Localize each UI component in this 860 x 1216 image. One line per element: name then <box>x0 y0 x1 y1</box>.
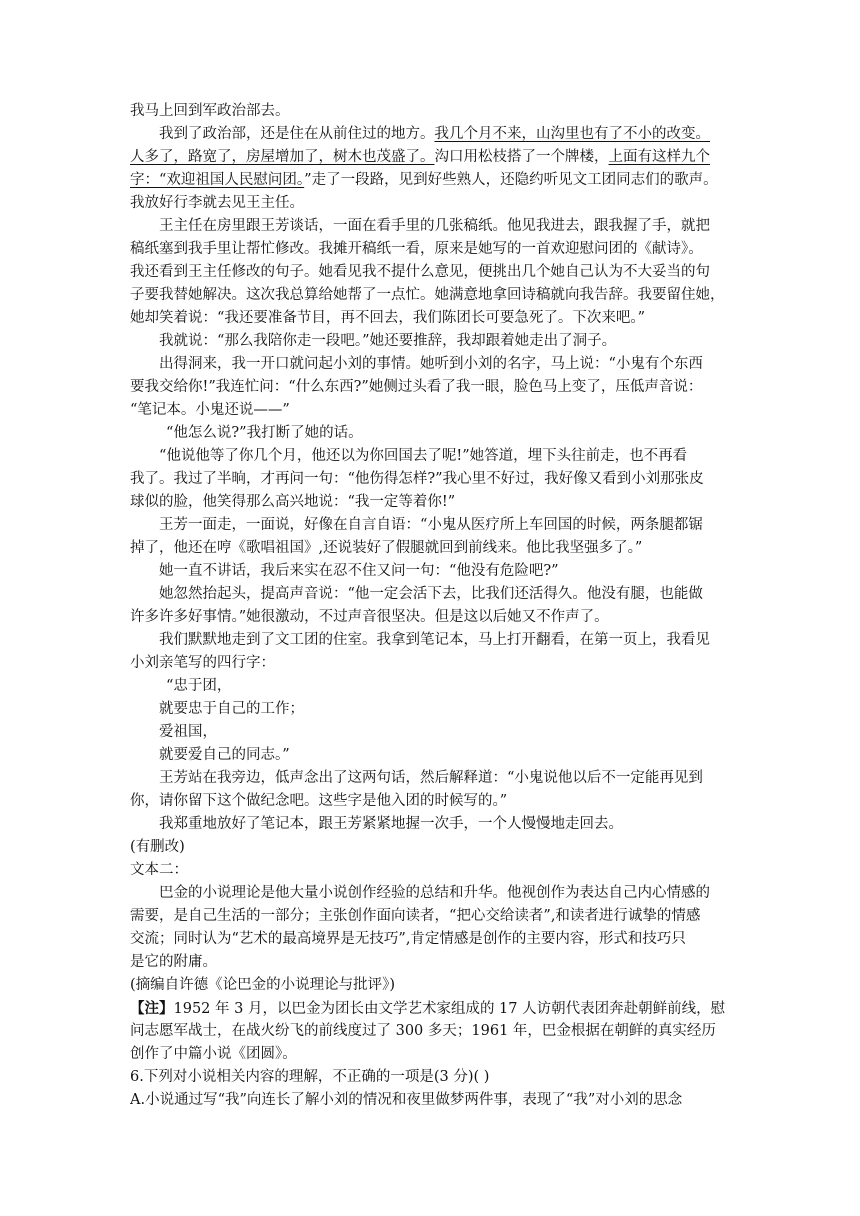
line-text: 王芳站在我旁边，低声念出了这两句话，然后解释道：“小鬼说他以后不一定能再见到 <box>159 770 703 786</box>
line-text: 我郑重地放好了笔记本，跟王芳紧紧地握一次手，一个人慢慢地走回去。 <box>159 816 623 832</box>
text-line <box>130 468 730 491</box>
text-line <box>130 169 730 192</box>
line-text: 沟口用松枝搭了一个牌楼， <box>434 149 609 165</box>
underlined-text: 字：“欢迎祖国人民慰问团。 <box>130 172 305 188</box>
text-line <box>130 698 730 721</box>
text-line <box>130 123 730 146</box>
line-text: “他说他等了你几个月，他还以为你回国去了呢!”她答道，埋下头往前走，也不再看 <box>159 448 688 464</box>
line-text: 稿纸塞到我手里让帮忙修改。我摊开稿纸一看，原来是她写的一首欢迎慰问团的《献诗》。 <box>130 241 703 257</box>
line-text: “忠于团， <box>166 678 232 694</box>
line-text: 是它的附庸。 <box>130 954 217 970</box>
line-text: 问志愿军战士，在战火纷飞的前线度过了 300 多天；1961 年，巴金根据在朝鲜的真实经历 <box>130 1023 716 1039</box>
line-text: 子要我替她解决。这次我总算给她帮了一点忙。她满意地拿回诗稿就向我告辞。我要留住她， <box>130 287 725 303</box>
line-text: 她忽然抬起头，提高声音说：“他一定会活下去，比我们还活得久。他没有腿，也能做 <box>159 586 703 602</box>
line-text: A.小说通过写“我”向连长了解小刘的情况和夜里做梦两件事，表现了“我”对小刘的思念 <box>130 1092 683 1108</box>
line-text: 我马上回到军政治部去。 <box>130 103 290 119</box>
text-line <box>130 146 730 169</box>
text-line <box>130 491 730 514</box>
text-line <box>130 836 730 859</box>
line-text: 你，请你留下这个做纪念吧。这些字是他入团的时候写的。” <box>130 793 508 809</box>
underlined-text: 上面有这样九个 <box>608 149 710 165</box>
line-text: “笔记本。小鬼还说——” <box>130 402 290 418</box>
text-line <box>130 353 730 376</box>
line-text: 交流；同时认为“艺术的最高境界是无技巧”,肯定情感是创作的主要内容，形式和技巧只 <box>130 931 686 947</box>
line-text: 6.下列对小说相关内容的理解，不正确的一项是(3 分)( ) <box>130 1069 490 1085</box>
text-line <box>130 100 730 123</box>
line-text: 出得洞来，我一开口就问起小刘的事情。她听到小刘的名字，马上说：“小鬼有个东西 <box>159 356 703 372</box>
text-line <box>130 445 730 468</box>
line-text: 球似的脸，他笑得那么高兴地说：“我一定等着你!” <box>130 494 456 510</box>
line-text: (摘编自许德《论巴金的小说理论与批评》) <box>130 977 396 993</box>
line-text: 她一直不讲话，我后来实在忍不住又问一句：“他没有危险吧?” <box>159 563 559 579</box>
underlined-text: 我几个月不来，山沟里也有了不小的改变。 <box>434 126 710 142</box>
line-text: 创作了中篇小说《团圆》。 <box>130 1046 297 1062</box>
text-line <box>130 261 730 284</box>
text-line <box>130 813 730 836</box>
text-line <box>130 583 730 606</box>
text-line <box>130 560 730 583</box>
line-text: 1952 年 3 月，以巴金为团长由文学艺术家组成的 17 人访朝代表团奔赴朝鲜前线，慰 <box>173 1001 726 1017</box>
text-line <box>130 330 730 353</box>
line-text: (有删改) <box>130 839 185 855</box>
text-line <box>130 997 730 1020</box>
line-text: 巴金的小说理论是他大量小说创作经验的总结和升华。他视创作为表达自己内心情感的 <box>159 885 710 901</box>
text-line <box>130 238 730 261</box>
line-text: 王主任在房里跟王芳谈话，一面在看手里的几张稿纸。他见我进去，跟我握了手，就把 <box>159 218 710 234</box>
text-line <box>130 284 730 307</box>
text-line <box>130 882 730 905</box>
line-text: ”走了一段路，见到好些熟人，还隐约听见文工团同志们的歌声。 <box>304 172 718 188</box>
line-text: 她却笑着说：“我还要准备节目，再不回去，我们陈团长可要急死了。下次来吧。” <box>130 310 646 326</box>
text-line <box>130 790 730 813</box>
line-text: 文本二： <box>130 862 188 878</box>
line-text: 我到了政治部，还是住在从前住过的地方。 <box>159 126 435 142</box>
line-text: 就要忠于自己的工作； <box>159 701 304 717</box>
line-text: 掉了，他还在哼《歌唱祖国》,还说装好了假腿就回到前线来。他比我坚强多了。” <box>130 540 643 556</box>
text-line <box>130 928 730 951</box>
line-text: 我还看到王主任修改的句子。她看见我不提什么意见，便挑出几个她自己认为不大妥当的句 <box>130 264 710 280</box>
text-line <box>130 215 730 238</box>
text-line <box>130 905 730 928</box>
note-label: 【注】 <box>130 1000 174 1017</box>
line-text: 王芳一面走，一面说，好像在自言自语：“小鬼从医疗所上车回国的时候，两条腿都锯 <box>159 517 703 533</box>
text-line <box>130 721 730 744</box>
text-line <box>130 1020 730 1043</box>
text-line <box>130 399 730 422</box>
text-line <box>130 1066 730 1089</box>
text-line <box>130 376 730 399</box>
line-text: 我放好行李就去见王主任。 <box>130 195 304 211</box>
line-text: 要我交给你!”我连忙问：“什么东西?”她侧过头看了我一眼，脸色马上变了，压低声音说： <box>130 379 703 395</box>
text-line <box>130 537 730 560</box>
line-text: 小刘亲笔写的四行字： <box>130 655 275 671</box>
text-column <box>130 100 730 1112</box>
line-text: “他怎么说?”我打断了她的话。 <box>166 425 363 441</box>
line-text: 许多许多好事情。”她很激动，不过声音很坚决。但是这以后她又不作声了。 <box>130 609 609 625</box>
text-line <box>130 951 730 974</box>
text-line <box>130 675 730 698</box>
text-line <box>130 514 730 537</box>
text-line <box>130 629 730 652</box>
text-line <box>130 767 730 790</box>
line-text: 就要爱自己的同志。” <box>159 747 290 763</box>
text-line <box>130 1043 730 1066</box>
line-text: 我们默默地走到了文工团的住室。我拿到笔记本，马上打开翻看，在第一页上，我看见 <box>159 632 710 648</box>
line-text: 我就说：“那么我陪你走一段吧。”她还要推辞，我却跟着她走出了洞子。 <box>159 333 617 349</box>
line-text: 我了。我过了半晌，才再问一句：“他伤得怎样?”我心里不好过，我好像又看到小刘那张皮 <box>130 471 704 487</box>
text-line <box>130 974 730 997</box>
text-line <box>130 859 730 882</box>
line-text: 爱祖国， <box>159 724 217 740</box>
underlined-text: 人多了，路宽了，房屋增加了，树木也茂盛了。 <box>130 149 435 165</box>
line-text: 需要，是自己生活的一部分；主张创作面向读者，“把心交给读者”,和读者进行诚挚的情感 <box>130 908 701 924</box>
text-line <box>130 192 730 215</box>
text-line <box>130 606 730 629</box>
text-line <box>130 652 730 675</box>
text-line <box>130 744 730 767</box>
text-line <box>130 307 730 330</box>
text-line <box>130 1089 730 1112</box>
text-line <box>130 422 730 445</box>
